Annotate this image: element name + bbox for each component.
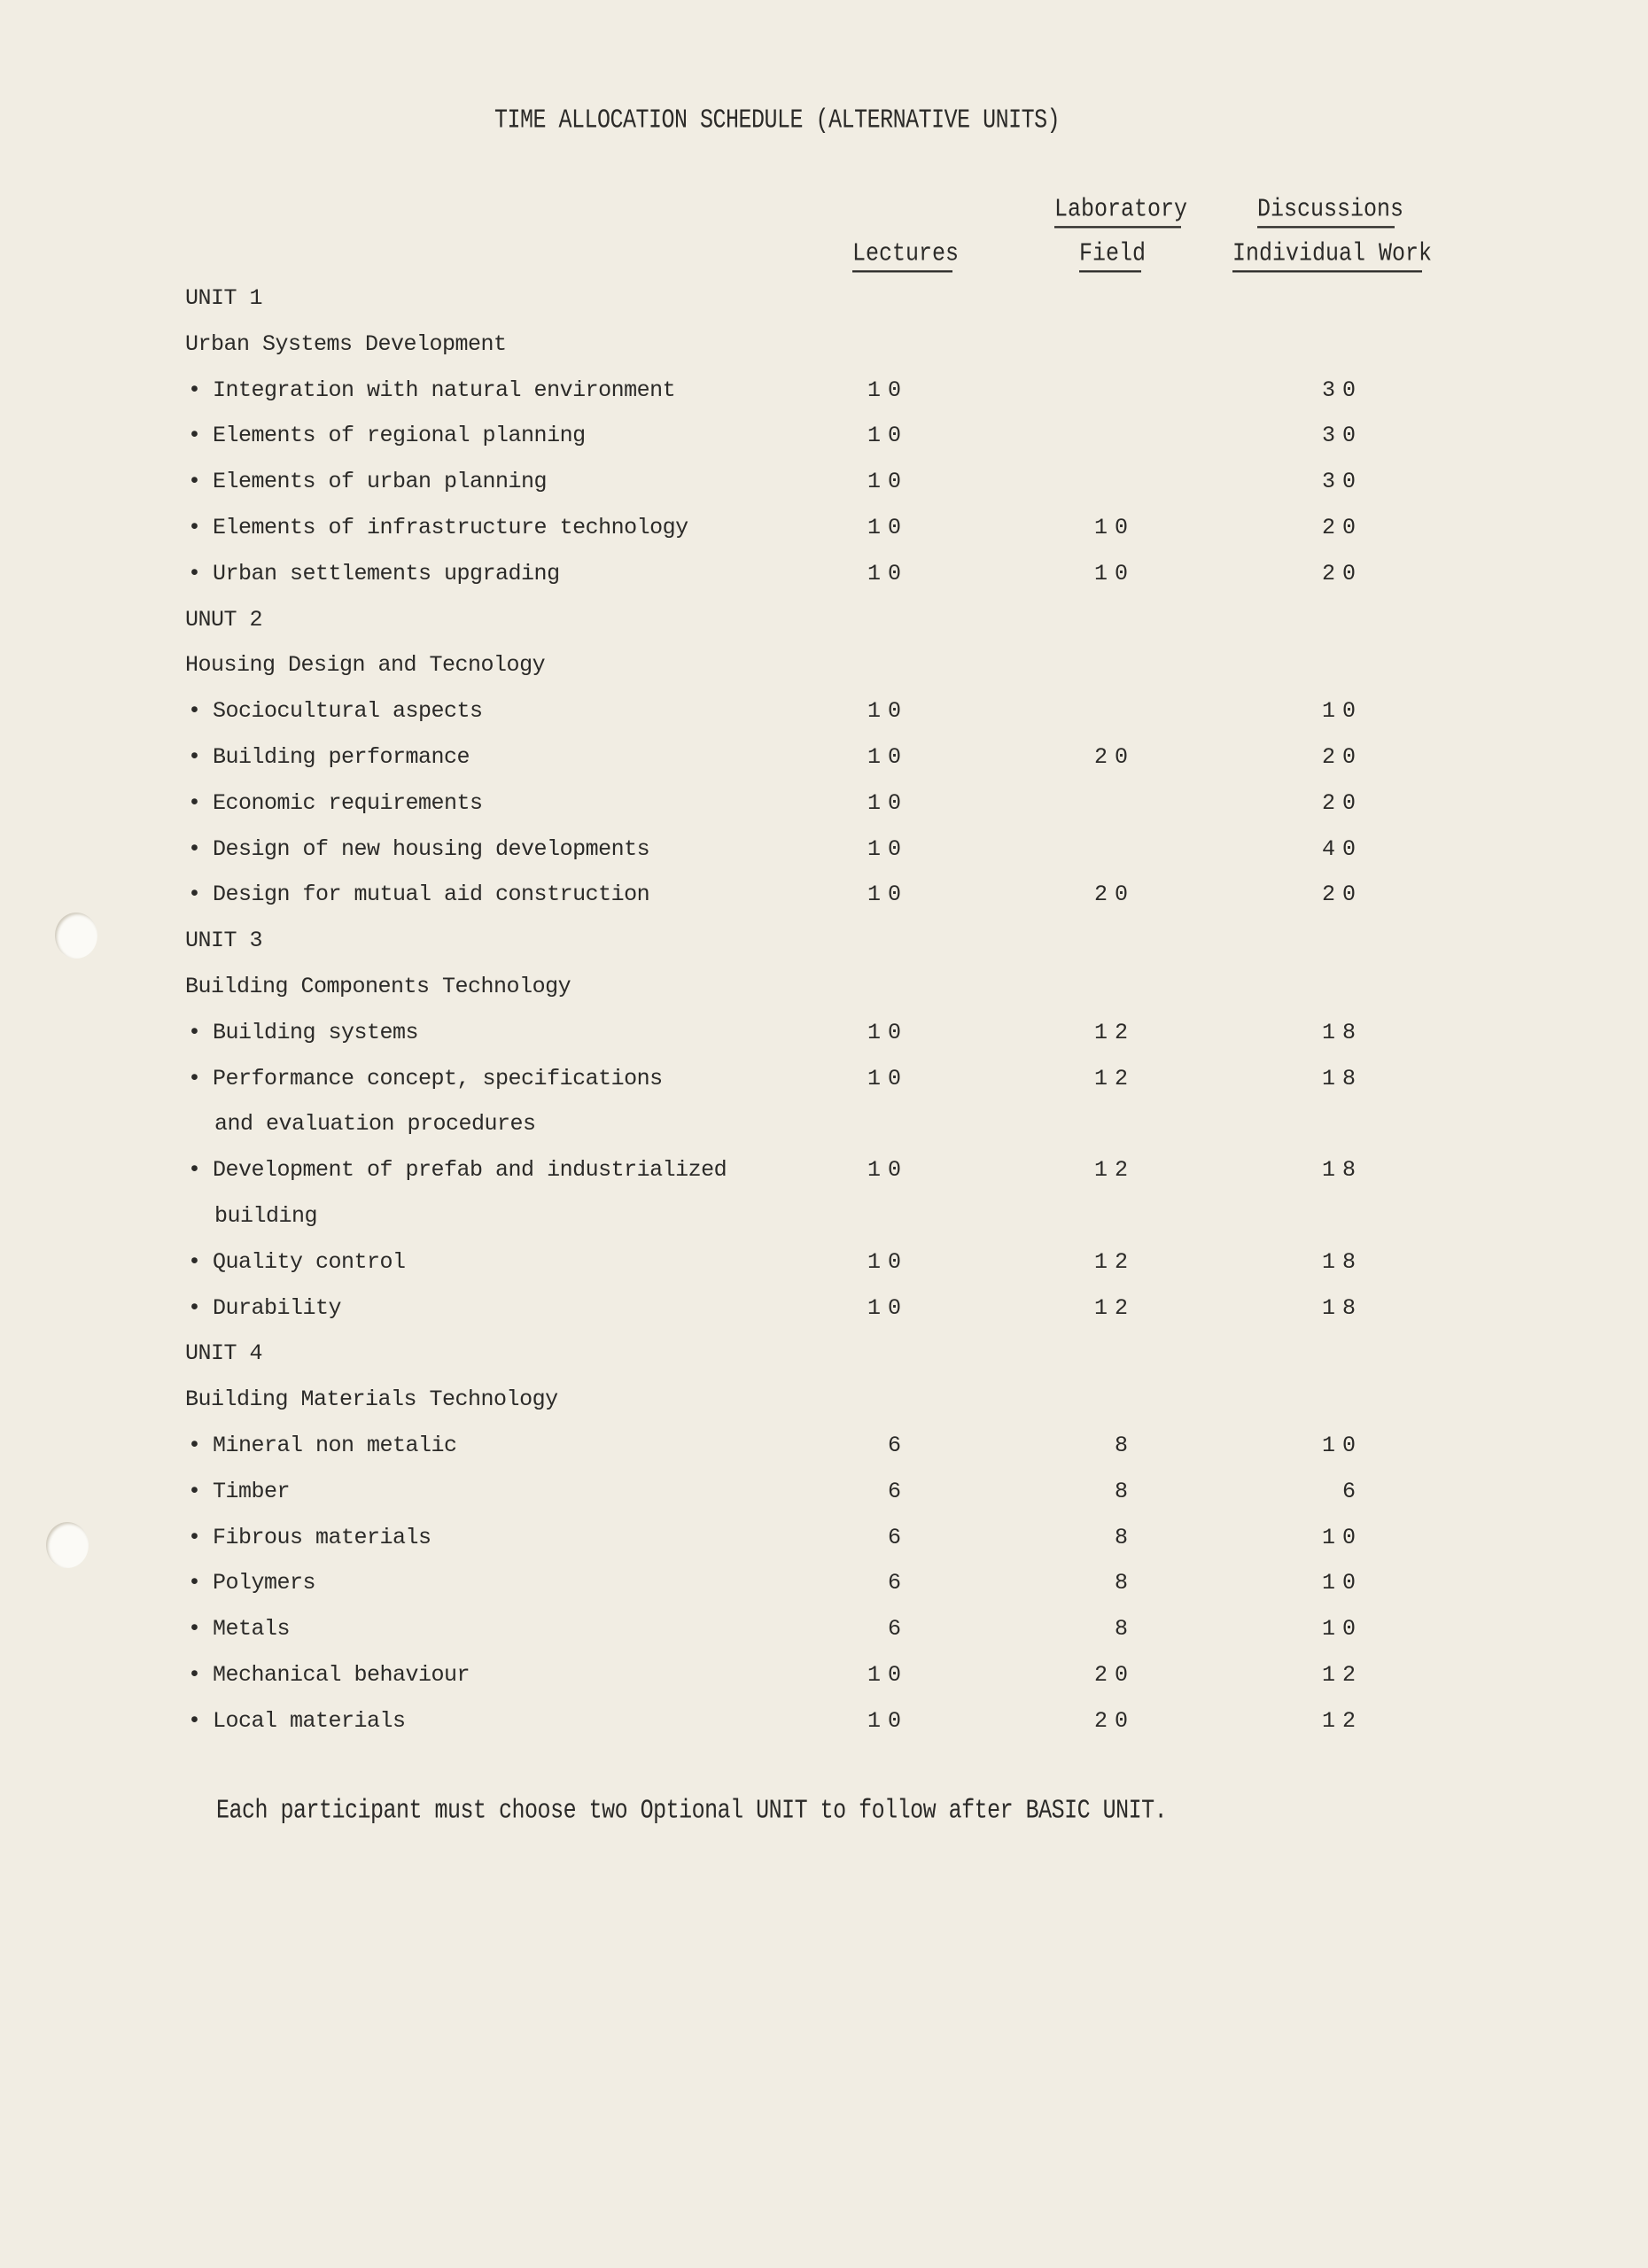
lab-field-hours: 8 — [1114, 1524, 1135, 1550]
table-row — [0, 1249, 1648, 1295]
row-label: building — [214, 1202, 318, 1229]
table-row — [0, 1708, 1648, 1754]
table-row — [0, 1525, 1648, 1571]
discussion-hours: 18 — [1321, 1294, 1363, 1321]
header-field: Field — [1079, 239, 1141, 273]
header-individual-work: Individual Work — [1232, 239, 1422, 273]
bullet-icon: • — [188, 1248, 201, 1275]
lab-field-hours: 12 — [1093, 1019, 1135, 1045]
lectures-hours: 10 — [867, 560, 908, 586]
discussion-hours: 20 — [1321, 882, 1363, 908]
table-row — [0, 1157, 1648, 1203]
lectures-hours: 10 — [867, 1157, 908, 1184]
lectures-hours: 10 — [867, 1294, 908, 1321]
bullet-icon: • — [188, 377, 201, 403]
table-row — [0, 1066, 1648, 1112]
row-label: and evaluation procedures — [214, 1111, 536, 1138]
discussion-hours: 18 — [1321, 1157, 1363, 1184]
discussion-hours: 20 — [1321, 743, 1363, 770]
row-label: Mechanical behaviour — [213, 1661, 470, 1688]
bullet-icon: • — [188, 560, 201, 586]
bullet-icon: • — [188, 1478, 201, 1504]
lab-field-hours: 12 — [1093, 1065, 1135, 1091]
row-label: Urban settlements upgrading — [213, 560, 560, 586]
bullet-icon: • — [188, 1707, 201, 1734]
bullet-icon: • — [188, 1065, 201, 1091]
discussion-hours: 30 — [1321, 469, 1363, 495]
row-label: Urban Systems Development — [185, 330, 507, 357]
table-row — [0, 469, 1648, 515]
discussion-hours: 30 — [1321, 423, 1363, 449]
row-label: Design of new housing developments — [213, 835, 650, 862]
row-label: Fibrous materials — [213, 1524, 431, 1550]
unit-title — [0, 607, 1648, 653]
table-row — [0, 698, 1648, 744]
bullet-icon: • — [188, 698, 201, 725]
row-label: UNUT 2 — [185, 606, 263, 633]
unit-heading — [0, 974, 1648, 1020]
lab-field-hours: 20 — [1093, 882, 1135, 908]
lectures-hours: 10 — [867, 743, 908, 770]
lectures-hours: 10 — [867, 1707, 908, 1734]
unit-title — [0, 1340, 1648, 1386]
lectures-hours: 10 — [867, 1019, 908, 1045]
discussion-hours: 20 — [1321, 789, 1363, 816]
header-laboratory: Laboratory — [1054, 195, 1181, 229]
discussion-hours: 18 — [1321, 1248, 1363, 1275]
bullet-icon: • — [188, 743, 201, 770]
row-label: Metals — [213, 1616, 291, 1643]
lectures-hours: 10 — [867, 835, 908, 862]
row-label: Timber — [213, 1478, 291, 1504]
unit-title — [0, 285, 1648, 331]
row-label: UNIT 3 — [185, 928, 263, 954]
discussion-hours: 10 — [1321, 1432, 1363, 1458]
table-row — [0, 1616, 1648, 1662]
row-label: Durability — [213, 1294, 342, 1321]
bullet-icon: • — [188, 882, 201, 908]
unit-heading — [0, 652, 1648, 698]
lectures-hours: 10 — [867, 882, 908, 908]
bullet-icon: • — [188, 1157, 201, 1184]
bullet-icon: • — [188, 469, 201, 495]
discussion-hours: 30 — [1321, 377, 1363, 403]
row-label: Elements of urban planning — [213, 469, 548, 495]
discussion-hours: 18 — [1321, 1065, 1363, 1091]
discussion-hours: 10 — [1321, 1616, 1363, 1643]
discussion-hours: 10 — [1321, 698, 1363, 725]
row-label: Development of prefab and industrialized — [213, 1157, 727, 1184]
lectures-hours: 6 — [887, 1432, 908, 1458]
bullet-icon: • — [188, 1019, 201, 1045]
lectures-hours: 10 — [867, 469, 908, 495]
bullet-icon: • — [188, 423, 201, 449]
row-label: Quality control — [213, 1248, 406, 1275]
row-label: Integration with natural environment — [213, 377, 676, 403]
lectures-hours: 10 — [867, 1248, 908, 1275]
row-label: Sociocultural aspects — [213, 698, 483, 725]
discussion-hours: 20 — [1321, 514, 1363, 540]
bullet-icon: • — [188, 1616, 201, 1643]
bullet-icon: • — [188, 1294, 201, 1321]
row-label: Elements of infrastructure technology — [213, 514, 688, 540]
row-label: Economic requirements — [213, 789, 483, 816]
lectures-hours: 10 — [867, 423, 908, 449]
table-row — [0, 1020, 1648, 1066]
lab-field-hours: 20 — [1093, 1707, 1135, 1734]
discussion-hours: 10 — [1321, 1524, 1363, 1550]
lab-field-hours: 10 — [1093, 514, 1135, 540]
item-continuation — [0, 1203, 1648, 1249]
table-row — [0, 882, 1648, 928]
punch-hole — [46, 1522, 89, 1568]
bullet-icon: • — [188, 514, 201, 540]
table-row — [0, 1662, 1648, 1708]
lectures-hours: 6 — [887, 1616, 908, 1643]
discussion-hours: 40 — [1321, 835, 1363, 862]
lectures-hours: 10 — [867, 698, 908, 725]
row-label: Building performance — [213, 743, 470, 770]
row-label: Mineral non metalic — [213, 1432, 457, 1458]
bullet-icon: • — [188, 1570, 201, 1596]
row-label: Polymers — [213, 1570, 316, 1596]
table-row — [0, 377, 1648, 423]
row-label: Building systems — [213, 1019, 419, 1045]
lab-field-hours: 12 — [1093, 1294, 1135, 1321]
lectures-hours: 10 — [867, 1661, 908, 1688]
bullet-icon: • — [188, 1524, 201, 1550]
lectures-hours: 10 — [867, 377, 908, 403]
item-continuation — [0, 1111, 1648, 1157]
table-row — [0, 836, 1648, 882]
lab-field-hours: 8 — [1114, 1570, 1135, 1596]
table-row — [0, 423, 1648, 469]
discussion-hours: 12 — [1321, 1661, 1363, 1688]
table-row — [0, 1479, 1648, 1525]
table-row — [0, 790, 1648, 836]
row-label: Local materials — [213, 1707, 406, 1734]
table-row — [0, 1295, 1648, 1341]
punch-hole — [55, 913, 97, 959]
discussion-hours: 18 — [1321, 1019, 1363, 1045]
lab-field-hours: 8 — [1114, 1616, 1135, 1643]
table-row — [0, 515, 1648, 561]
lab-field-hours: 12 — [1093, 1157, 1135, 1184]
row-label: Building Materials Technology — [185, 1386, 558, 1413]
header-lectures: Lectures — [852, 239, 952, 273]
lectures-hours: 10 — [867, 789, 908, 816]
lab-field-hours: 8 — [1114, 1432, 1135, 1458]
table-row — [0, 1433, 1648, 1479]
lectures-hours: 6 — [887, 1524, 908, 1550]
footnote: Each participant must choose two Optional UNIT to follow after BASIC UNIT. — [216, 1795, 1168, 1827]
lab-field-hours: 8 — [1114, 1478, 1135, 1504]
lab-field-hours: 20 — [1093, 1661, 1135, 1688]
row-label: Elements of regional planning — [213, 423, 586, 449]
lab-field-hours: 10 — [1093, 560, 1135, 586]
lectures-hours: 10 — [867, 1065, 908, 1091]
row-label: Housing Design and Tecnology — [185, 652, 546, 679]
bullet-icon: • — [188, 1661, 201, 1688]
discussion-hours: 20 — [1321, 560, 1363, 586]
bullet-icon: • — [188, 1432, 201, 1458]
lectures-hours: 6 — [887, 1570, 908, 1596]
row-label: Design for mutual aid construction — [213, 882, 650, 908]
unit-heading — [0, 1386, 1648, 1433]
lectures-hours: 10 — [867, 514, 908, 540]
header-discussions: Discussions — [1257, 195, 1395, 229]
row-label: UNIT 1 — [185, 285, 263, 311]
bullet-icon: • — [188, 835, 201, 862]
lab-field-hours: 20 — [1093, 743, 1135, 770]
table-row — [0, 1570, 1648, 1616]
table-row — [0, 744, 1648, 790]
unit-heading — [0, 331, 1648, 377]
unit-title — [0, 928, 1648, 974]
lab-field-hours: 12 — [1093, 1248, 1135, 1275]
discussion-hours: 12 — [1321, 1707, 1363, 1734]
discussion-hours: 10 — [1321, 1570, 1363, 1596]
row-label: Building Components Technology — [185, 973, 571, 999]
row-label: UNIT 4 — [185, 1340, 263, 1367]
schedule-table — [0, 285, 1648, 1754]
bullet-icon: • — [188, 789, 201, 816]
discussion-hours: 6 — [1341, 1478, 1363, 1504]
table-row — [0, 561, 1648, 607]
row-label: Performance concept, specifications — [213, 1065, 663, 1091]
page-title: TIME ALLOCATION SCHEDULE (ALTERNATIVE UNITS) — [494, 105, 1061, 136]
lectures-hours: 6 — [887, 1478, 908, 1504]
